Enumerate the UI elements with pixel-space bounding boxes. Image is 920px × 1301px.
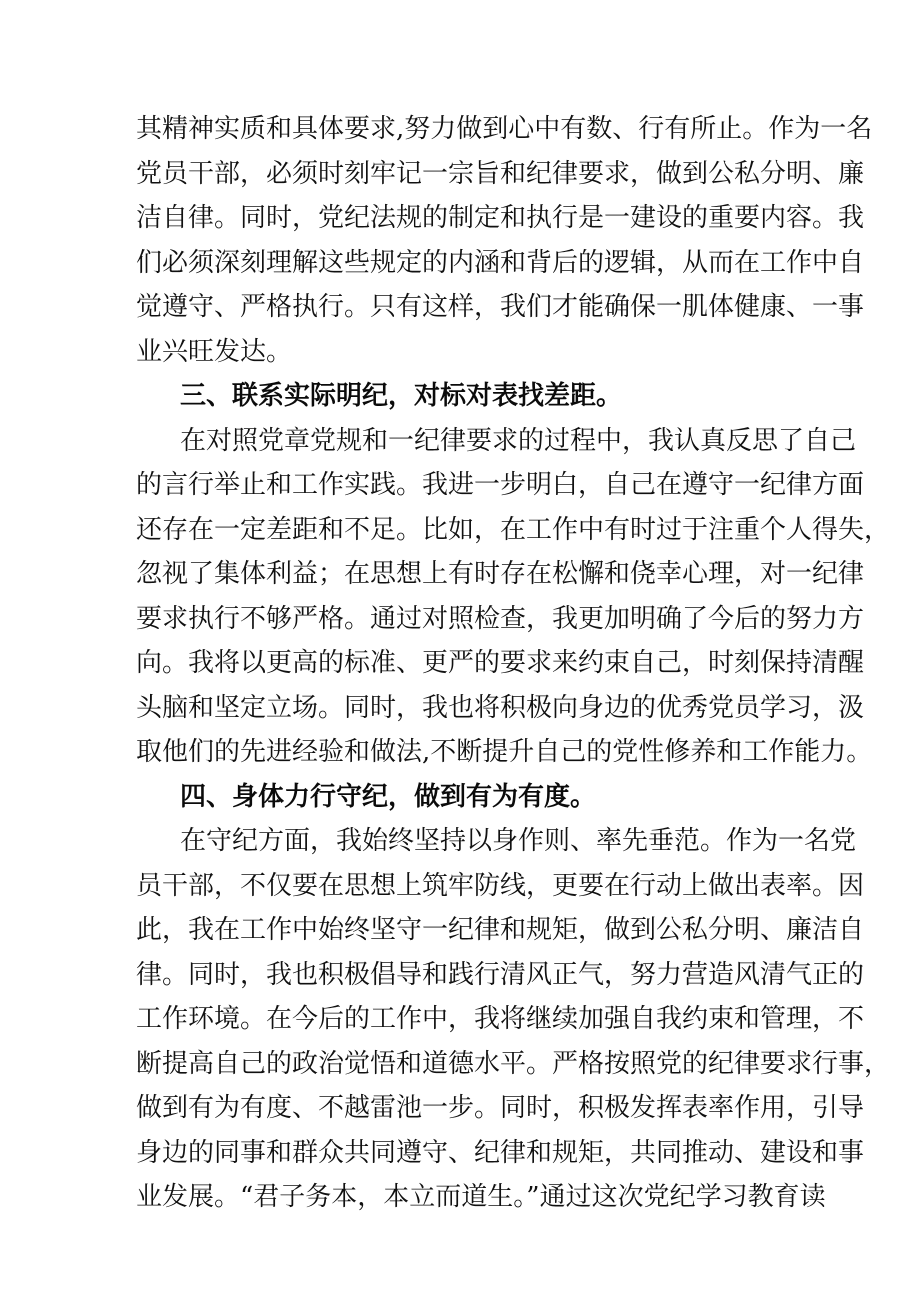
paragraph-line: 觉遵守、严格执行。只有这样，我们才能确保一肌体健康、一事	[136, 292, 865, 322]
paragraph-line: 党员干部，必须时刻牢记一宗旨和纪律要求，做到公私分明、廉	[136, 158, 865, 189]
paragraph-line: 做到有为有度、不越雷池一步。同时，积极发挥表率作用，引导	[136, 1093, 865, 1123]
section-heading-3: 三、联系实际明纪，对标对表找差距。	[180, 381, 623, 411]
paragraph-line: 要求执行不够严格。通过对照检查，我更加明确了今后的努力方	[136, 603, 865, 634]
paragraph-line: 工作环境。在今后的工作中，我将继续加强自我约束和管理，不	[136, 1004, 865, 1034]
paragraph-line: 律。同时，我也积极倡导和践行清风正气，努力营造风清气正的	[136, 959, 865, 990]
section-heading-4: 四、身体力行守纪，做到有为有度。	[180, 781, 597, 812]
paragraph-1	[136, 107, 873, 374]
paragraph-line: 们必须深刻理解这些规定的内涵和背后的逻辑，从而在工作中自	[136, 247, 865, 278]
paragraph-line: 洁自律。同时，党纪法规的制定和执行是一建设的重要内容。我	[136, 203, 865, 233]
paragraph-line: 在对照党章党规和一纪律要求的过程中，我认真反思了自己	[180, 425, 857, 456]
paragraph-line: 在守纪方面，我始终坚持以身作则、率先垂范。作为一名党	[180, 826, 857, 856]
paragraph-line: 身边的同事和群众共同遵守、纪律和规矩，共同推动、建设和事	[136, 1137, 865, 1168]
paragraph-line: 还存在一定差距和不足。比如，在工作中有时过于注重个人得失，	[136, 514, 891, 545]
paragraph-line: 的言行举止和工作实践。我进一步明白，自己在遵守一纪律方面	[136, 470, 865, 500]
paragraph-line: 此，我在工作中始终坚守一纪律和规矩，做到公私分明、廉洁自	[136, 915, 865, 945]
document-page	[136, 107, 891, 1220]
paragraph-line: 其精神实质和具体要求,努力做到心中有数、行有所止。作为一名	[136, 114, 873, 144]
paragraph-line: 业发展。“君子务本，本立而道生。”通过这次党纪学习教育读	[136, 1182, 826, 1212]
paragraph-line: 业兴旺发达。	[136, 336, 293, 367]
paragraph-line: 取他们的先进经验和做法,不断提升自己的党性修养和工作能力。	[136, 737, 873, 767]
paragraph-line: 员干部，不仅要在思想上筑牢防线，更要在行动上做出表率。因	[136, 870, 865, 901]
paragraph-3	[136, 819, 891, 1220]
paragraph-line: 断提高自己的政治觉悟和道德水平。严格按照党的纪律要求行事，	[136, 1048, 891, 1079]
paragraph-line: 向。我将以更高的标准、更严的要求来约束自己，时刻保持清醒	[136, 648, 865, 678]
paragraph-2	[136, 419, 891, 775]
paragraph-line: 头脑和坚定立场。同时，我也将积极向身边的优秀党员学习，汲	[136, 692, 865, 723]
paragraph-line: 忽视了集体利益；在思想上有时存在松懈和侥幸心理，对一纪律	[136, 559, 865, 589]
